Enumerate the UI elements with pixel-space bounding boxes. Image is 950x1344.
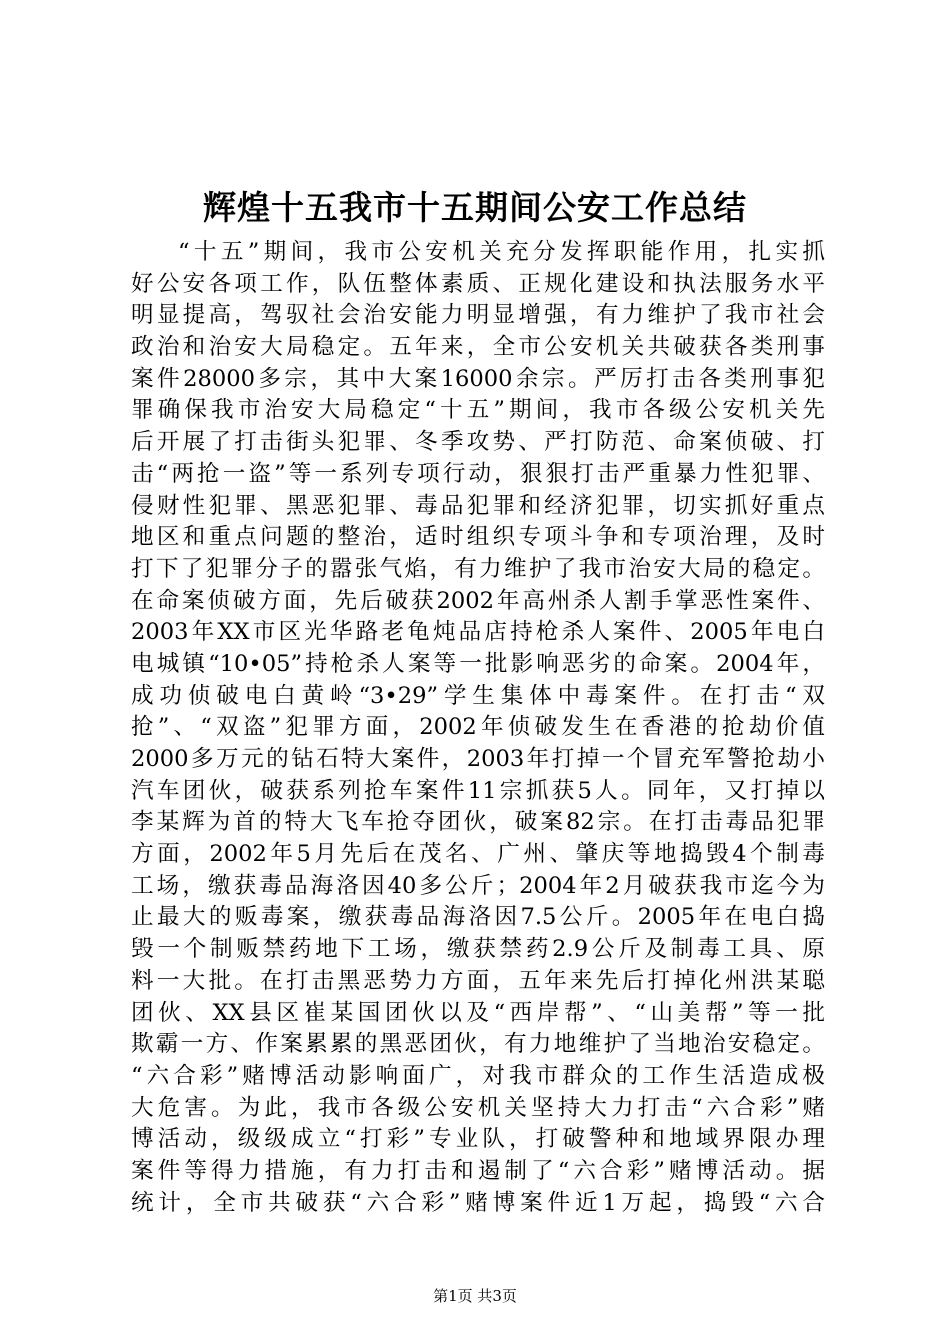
body-text-line: 料一大批。在打击黑恶势力方面，五年来先后打掉化州洪某聪 [131,967,825,994]
body-text-line: 案件等得力措施，有力打击和遏制了“六合彩”赌博活动。据 [131,1157,825,1184]
body-text-line: 罪确保我市治安大局稳定“十五”期间，我市各级公安机关先 [131,397,825,424]
body-text-line: 2000多万元的钻石特大案件，2003年打掉一个冒充军警抢劫小 [131,746,825,772]
body-text-line: 博活动，级级成立“打彩”专业队，打破警种和地域界限办理 [131,1126,825,1153]
body-text-line: 汽车团伙，破获系列抢车案件11宗抓获5人。同年，又打掉以 [131,777,825,804]
body-text-line: 明显提高，驾驭社会治安能力明显增强，有力维护了我市社会 [131,302,825,329]
body-text-line: 侵财性犯罪、黑恶犯罪、毒品犯罪和经济犯罪，切实抓好重点 [131,492,825,519]
body-text-line: 电城镇“10•05”持枪杀人案等一批影响恶劣的命案。2004年， [131,650,825,677]
body-text-line: 后开展了打击街头犯罪、冬季攻势、严打防范、命案侦破、打 [131,429,825,456]
body-text-line: 抢”、“双盗”犯罪方面，2002年侦破发生在香港的抢劫价值 [131,714,825,741]
body-text-line: “十五”期间，我市公安机关充分发挥职能作用，扎实抓 [178,239,825,265]
body-text-line: 政治和治安大局稳定。五年来，全市公安机关共破获各类刑事 [131,334,825,361]
body-text-line: 击“两抢一盗”等一系列专项行动，狠狠打击严重暴力性犯罪、 [131,460,825,487]
body-text-line: 好公安各项工作，队伍整体素质、正规化建设和执法服务水平 [131,270,825,297]
body-text-line: 欺霸一方、作案累累的黑恶团伙，有力地维护了当地治安稳定。 [131,1031,825,1058]
body-text-line: “六合彩”赌博活动影响面广，对我市群众的工作生活造成极 [131,1062,825,1089]
body-text-line: 工场，缴获毒品海洛因40多公斤；2004年2月破获我市迄今为 [131,872,825,899]
body-text-line: 止最大的贩毒案，缴获毒品海洛因7.5公斤。2005年在电白捣 [131,904,825,931]
body-text-line: 毁一个制贩禁药地下工场，缴获禁药2.9公斤及制毒工具、原 [131,936,825,963]
body-text-line: 成功侦破电白黄岭“3•29”学生集体中毒案件。在打击“双 [131,682,825,709]
body-text-line: 大危害。为此，我市各级公安机关坚持大力打击“六合彩”赌 [131,1094,825,1121]
body-text-line: 团伙、XX县区崔某国团伙以及“西岸帮”、“山美帮”等一批 [131,999,825,1026]
body-text-line: 李某辉为首的特大飞车抢夺团伙，破案82宗。在打击毒品犯罪 [131,809,825,836]
body-text-line: 地区和重点问题的整治，适时组织专项斗争和专项治理，及时 [131,524,825,551]
body-text-line: 在命案侦破方面，先后破获2002年高州杀人割手掌恶性案件、 [131,587,825,614]
document-title: 辉煌十五我市十五期间公安工作总结 [203,188,747,227]
document-body [131,237,825,1219]
body-text-line: 2003年XX市区光华路老龟炖品店持枪杀人案件、2005年电白 [131,619,825,646]
body-text-line: 打下了犯罪分子的嚣张气焰，有力维护了我市治安大局的稳定。 [131,555,825,582]
body-text-line: 统计，全市共破获“六合彩”赌博案件近1万起，捣毁“六合 [131,1189,825,1216]
body-text-line: 案件28000多宗，其中大案16000余宗。严厉打击各类刑事犯 [131,365,825,392]
page-footer: 第1页 共3页 [433,1287,517,1305]
body-text-line: 方面，2002年5月先后在茂名、广州、肇庆等地捣毁4个制毒 [131,841,825,868]
